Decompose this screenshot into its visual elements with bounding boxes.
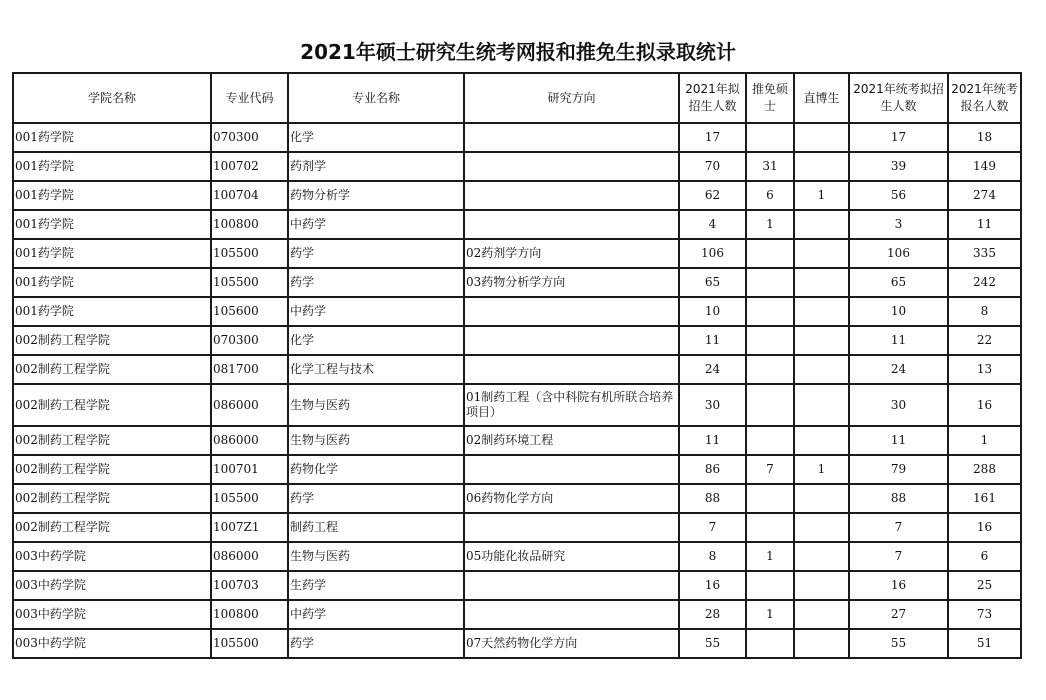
cell-major-name: 生物与医药 (288, 426, 464, 455)
cell-exam-applicants: 288 (948, 455, 1021, 484)
cell-college: 001药学院 (13, 239, 211, 268)
cell-college: 001药学院 (13, 297, 211, 326)
cell-direct-phd (794, 355, 849, 384)
cell-direct-phd: 1 (794, 181, 849, 210)
cell-research-direction (464, 513, 679, 542)
cell-major-code: 100704 (211, 181, 288, 210)
cell-major-name: 中药学 (288, 600, 464, 629)
header-research-direction: 研究方向 (464, 73, 679, 123)
cell-planned-enrollment: 106 (679, 239, 746, 268)
cell-recommended-master: 1 (746, 542, 794, 571)
cell-direct-phd (794, 426, 849, 455)
cell-exam-applicants: 73 (948, 600, 1021, 629)
cell-college: 002制药工程学院 (13, 384, 211, 426)
cell-exam-enrollment: 7 (849, 542, 948, 571)
cell-exam-applicants: 16 (948, 513, 1021, 542)
cell-major-name: 生物与医药 (288, 542, 464, 571)
cell-planned-enrollment: 62 (679, 181, 746, 210)
cell-major-name: 药剂学 (288, 152, 464, 181)
cell-research-direction (464, 210, 679, 239)
cell-research-direction: 07天然药物化学方向 (464, 629, 679, 658)
cell-college: 001药学院 (13, 210, 211, 239)
table-row (13, 152, 1021, 181)
cell-exam-enrollment: 65 (849, 268, 948, 297)
cell-direct-phd (794, 152, 849, 181)
cell-college: 001药学院 (13, 268, 211, 297)
cell-recommended-master (746, 239, 794, 268)
header-recommended-master: 推免硕士 (746, 73, 794, 123)
cell-exam-enrollment: 7 (849, 513, 948, 542)
cell-exam-applicants: 1 (948, 426, 1021, 455)
cell-major-name: 药物化学 (288, 455, 464, 484)
cell-planned-enrollment: 30 (679, 384, 746, 426)
cell-college: 001药学院 (13, 181, 211, 210)
cell-direct-phd (794, 326, 849, 355)
cell-college: 002制药工程学院 (13, 426, 211, 455)
cell-planned-enrollment: 7 (679, 513, 746, 542)
cell-major-name: 药学 (288, 239, 464, 268)
cell-exam-applicants: 335 (948, 239, 1021, 268)
table-row (13, 384, 1021, 426)
cell-exam-enrollment: 11 (849, 426, 948, 455)
table-row (13, 123, 1021, 152)
admission-table (12, 72, 1022, 659)
cell-exam-applicants: 18 (948, 123, 1021, 152)
cell-direct-phd (794, 297, 849, 326)
table-row (13, 181, 1021, 210)
cell-research-direction (464, 571, 679, 600)
cell-research-direction (464, 600, 679, 629)
cell-recommended-master (746, 123, 794, 152)
table-row (13, 484, 1021, 513)
cell-major-code: 100800 (211, 600, 288, 629)
cell-exam-applicants: 149 (948, 152, 1021, 181)
cell-planned-enrollment: 11 (679, 426, 746, 455)
table-row (13, 239, 1021, 268)
cell-major-code: 070300 (211, 326, 288, 355)
cell-major-code: 070300 (211, 123, 288, 152)
cell-recommended-master: 31 (746, 152, 794, 181)
cell-research-direction (464, 355, 679, 384)
cell-major-code: 105500 (211, 484, 288, 513)
cell-research-direction (464, 326, 679, 355)
cell-planned-enrollment: 10 (679, 297, 746, 326)
cell-exam-applicants: 6 (948, 542, 1021, 571)
cell-exam-applicants: 274 (948, 181, 1021, 210)
cell-major-name: 化学 (288, 326, 464, 355)
cell-major-code: 100800 (211, 210, 288, 239)
cell-college: 003中药学院 (13, 542, 211, 571)
cell-exam-enrollment: 106 (849, 239, 948, 268)
cell-direct-phd (794, 239, 849, 268)
cell-direct-phd (794, 210, 849, 239)
cell-exam-enrollment: 79 (849, 455, 948, 484)
cell-research-direction (464, 152, 679, 181)
table-row (13, 513, 1021, 542)
cell-major-code: 105600 (211, 297, 288, 326)
table-row (13, 326, 1021, 355)
table-row (13, 600, 1021, 629)
header-row (13, 73, 1021, 123)
cell-college: 001药学院 (13, 123, 211, 152)
cell-major-name: 生物与医药 (288, 384, 464, 426)
cell-major-code: 105500 (211, 268, 288, 297)
cell-direct-phd (794, 629, 849, 658)
cell-research-direction: 02药剂学方向 (464, 239, 679, 268)
cell-college: 003中药学院 (13, 600, 211, 629)
cell-exam-applicants: 22 (948, 326, 1021, 355)
header-direct-phd: 直博生 (794, 73, 849, 123)
cell-exam-enrollment: 11 (849, 326, 948, 355)
cell-exam-applicants: 25 (948, 571, 1021, 600)
cell-major-name: 化学工程与技术 (288, 355, 464, 384)
cell-exam-enrollment: 27 (849, 600, 948, 629)
cell-planned-enrollment: 11 (679, 326, 746, 355)
cell-exam-applicants: 8 (948, 297, 1021, 326)
cell-major-code: 086000 (211, 426, 288, 455)
cell-recommended-master (746, 484, 794, 513)
cell-major-code: 100702 (211, 152, 288, 181)
cell-college: 002制药工程学院 (13, 326, 211, 355)
cell-exam-enrollment: 10 (849, 297, 948, 326)
cell-college: 003中药学院 (13, 629, 211, 658)
cell-recommended-master: 7 (746, 455, 794, 484)
cell-major-name: 化学 (288, 123, 464, 152)
cell-research-direction (464, 181, 679, 210)
cell-exam-enrollment: 55 (849, 629, 948, 658)
cell-major-code: 100703 (211, 571, 288, 600)
cell-planned-enrollment: 55 (679, 629, 746, 658)
cell-research-direction: 02制药环境工程 (464, 426, 679, 455)
cell-major-name: 药学 (288, 484, 464, 513)
cell-planned-enrollment: 88 (679, 484, 746, 513)
cell-college: 002制药工程学院 (13, 513, 211, 542)
cell-research-direction: 06药物化学方向 (464, 484, 679, 513)
cell-exam-enrollment: 17 (849, 123, 948, 152)
cell-direct-phd (794, 123, 849, 152)
cell-exam-enrollment: 30 (849, 384, 948, 426)
cell-college: 001药学院 (13, 152, 211, 181)
cell-exam-applicants: 13 (948, 355, 1021, 384)
table-row (13, 297, 1021, 326)
cell-planned-enrollment: 8 (679, 542, 746, 571)
cell-exam-applicants: 51 (948, 629, 1021, 658)
cell-direct-phd (794, 484, 849, 513)
cell-major-name: 中药学 (288, 210, 464, 239)
cell-research-direction: 03药物分析学方向 (464, 268, 679, 297)
cell-major-code: 086000 (211, 542, 288, 571)
cell-direct-phd: 1 (794, 455, 849, 484)
table-row (13, 542, 1021, 571)
cell-recommended-master: 6 (746, 181, 794, 210)
cell-research-direction: 01制药工程（含中科院有机所联合培养项目） (464, 384, 679, 426)
cell-direct-phd (794, 542, 849, 571)
cell-research-direction: 05功能化妆品研究 (464, 542, 679, 571)
cell-major-code: 086000 (211, 384, 288, 426)
cell-recommended-master (746, 268, 794, 297)
cell-recommended-master: 1 (746, 600, 794, 629)
cell-major-name: 中药学 (288, 297, 464, 326)
cell-major-code: 105500 (211, 629, 288, 658)
cell-exam-enrollment: 24 (849, 355, 948, 384)
cell-major-name: 药学 (288, 268, 464, 297)
cell-exam-applicants: 161 (948, 484, 1021, 513)
cell-major-name: 药学 (288, 629, 464, 658)
cell-recommended-master (746, 629, 794, 658)
cell-recommended-master (746, 384, 794, 426)
cell-research-direction (464, 123, 679, 152)
header-college: 学院名称 (13, 73, 211, 123)
cell-planned-enrollment: 86 (679, 455, 746, 484)
cell-direct-phd (794, 384, 849, 426)
cell-college: 002制药工程学院 (13, 484, 211, 513)
table-row (13, 210, 1021, 239)
cell-major-name: 生药学 (288, 571, 464, 600)
cell-research-direction (464, 297, 679, 326)
table-row (13, 571, 1021, 600)
cell-major-name: 药物分析学 (288, 181, 464, 210)
cell-exam-applicants: 16 (948, 384, 1021, 426)
cell-planned-enrollment: 17 (679, 123, 746, 152)
cell-exam-applicants: 242 (948, 268, 1021, 297)
cell-recommended-master (746, 513, 794, 542)
cell-major-code: 1007Z1 (211, 513, 288, 542)
cell-research-direction (464, 455, 679, 484)
header-exam-enrollment: 2021年统考拟招生人数 (849, 73, 948, 123)
cell-recommended-master (746, 571, 794, 600)
cell-recommended-master (746, 426, 794, 455)
cell-planned-enrollment: 16 (679, 571, 746, 600)
cell-college: 003中药学院 (13, 571, 211, 600)
cell-college: 002制药工程学院 (13, 355, 211, 384)
table-row (13, 268, 1021, 297)
cell-exam-applicants: 11 (948, 210, 1021, 239)
cell-major-code: 105500 (211, 239, 288, 268)
cell-recommended-master (746, 297, 794, 326)
cell-planned-enrollment: 65 (679, 268, 746, 297)
cell-college: 002制药工程学院 (13, 455, 211, 484)
cell-exam-enrollment: 16 (849, 571, 948, 600)
cell-major-code: 081700 (211, 355, 288, 384)
cell-major-code: 100701 (211, 455, 288, 484)
cell-major-name: 制药工程 (288, 513, 464, 542)
cell-exam-enrollment: 39 (849, 152, 948, 181)
cell-exam-enrollment: 88 (849, 484, 948, 513)
page-title: 2021年硕士研究生统考网报和推免生拟录取统计 (300, 40, 736, 64)
header-planned-enrollment: 2021年拟招生人数 (679, 73, 746, 123)
cell-direct-phd (794, 513, 849, 542)
header-major-name: 专业名称 (288, 73, 464, 123)
cell-planned-enrollment: 4 (679, 210, 746, 239)
cell-direct-phd (794, 268, 849, 297)
cell-exam-enrollment: 3 (849, 210, 948, 239)
cell-planned-enrollment: 70 (679, 152, 746, 181)
cell-direct-phd (794, 571, 849, 600)
header-exam-applicants: 2021年统考报名人数 (948, 73, 1021, 123)
cell-planned-enrollment: 28 (679, 600, 746, 629)
cell-recommended-master (746, 355, 794, 384)
cell-recommended-master: 1 (746, 210, 794, 239)
cell-direct-phd (794, 600, 849, 629)
table-row (13, 426, 1021, 455)
cell-planned-enrollment: 24 (679, 355, 746, 384)
cell-exam-enrollment: 56 (849, 181, 948, 210)
table-row (13, 455, 1021, 484)
header-major-code: 专业代码 (211, 73, 288, 123)
table-row (13, 355, 1021, 384)
table-row (13, 629, 1021, 658)
cell-recommended-master (746, 326, 794, 355)
